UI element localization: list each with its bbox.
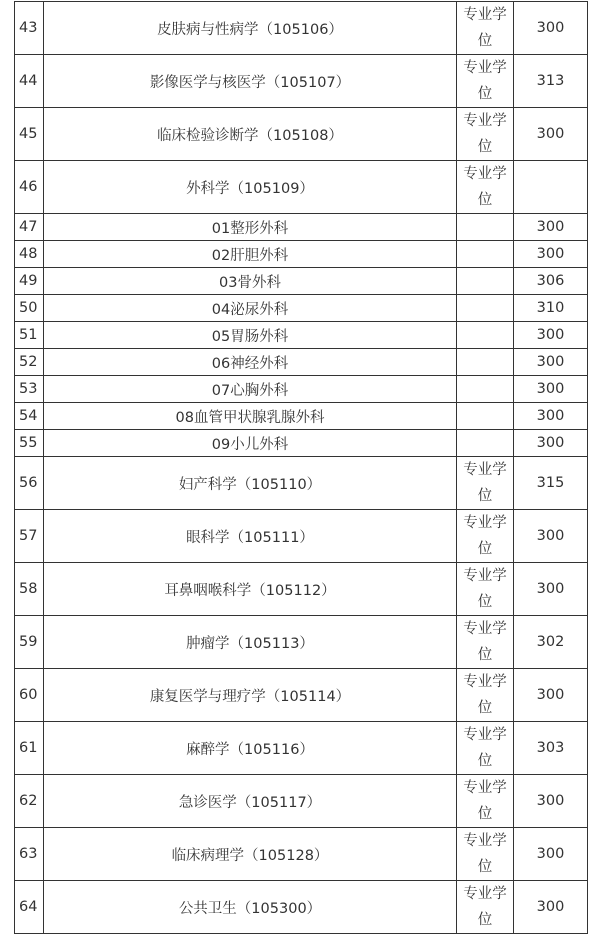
major-name: 麻醉学（105116） [44,722,457,775]
degree-type-line2: 位 [477,912,493,928]
row-index: 55 [15,430,44,457]
degree-type [457,828,514,881]
degree-type [457,403,514,430]
score-value: 300 [514,430,588,457]
score-value: 300 [514,881,588,934]
table-row [15,403,588,430]
degree-type-line1: 专业学 [463,60,507,76]
table-row [15,881,588,934]
degree-type-line2: 位 [477,753,493,769]
major-name: 06神经外科 [44,349,457,376]
major-name: 耳鼻咽喉科学（105112） [44,563,457,616]
degree-type [457,349,514,376]
table-row [15,616,588,669]
degree-type [457,722,514,775]
row-index: 46 [15,161,44,214]
degree-type [457,510,514,563]
degree-type-line2: 位 [477,139,493,155]
major-name: 04泌尿外科 [44,295,457,322]
table-row [15,214,588,241]
row-index: 49 [15,268,44,295]
score-value: 300 [514,403,588,430]
row-index: 54 [15,403,44,430]
row-index: 56 [15,457,44,510]
score-value: 302 [514,616,588,669]
major-name: 02肝胆外科 [44,241,457,268]
table-row [15,563,588,616]
table-row [15,457,588,510]
row-index: 60 [15,669,44,722]
major-name: 08血管甲状腺乳腺外科 [44,403,457,430]
degree-type-line2: 位 [477,700,493,716]
row-index: 52 [15,349,44,376]
major-name: 皮肤病与性病学（105106） [44,2,457,55]
major-name: 急诊医学（105117） [44,775,457,828]
degree-type-line2: 位 [477,488,493,504]
table-row [15,2,588,55]
degree-type-line1: 专业学 [463,621,507,637]
degree-type [457,563,514,616]
table-row [15,55,588,108]
score-value: 315 [514,457,588,510]
degree-type-line1: 专业学 [463,886,507,902]
degree-type [457,2,514,55]
table-body [15,2,588,934]
score-value: 300 [514,214,588,241]
score-value: 303 [514,722,588,775]
row-index: 53 [15,376,44,403]
degree-type-line1: 专业学 [463,674,507,690]
score-value: 300 [514,376,588,403]
row-index: 45 [15,108,44,161]
major-name: 眼科学（105111） [44,510,457,563]
degree-type-line1: 专业学 [463,780,507,796]
degree-type [457,616,514,669]
score-value: 300 [514,775,588,828]
degree-type [457,55,514,108]
major-name: 影像医学与核医学（105107） [44,55,457,108]
row-index: 44 [15,55,44,108]
degree-type-line2: 位 [477,86,493,102]
table-row [15,669,588,722]
degree-type-line2: 位 [477,541,493,557]
row-index: 48 [15,241,44,268]
score-table [14,1,588,934]
major-name: 外科学（105109） [44,161,457,214]
row-index: 47 [15,214,44,241]
score-value: 300 [514,322,588,349]
degree-type-line1: 专业学 [463,166,507,182]
row-index: 63 [15,828,44,881]
degree-type [457,457,514,510]
degree-type-line2: 位 [477,192,493,208]
row-index: 57 [15,510,44,563]
degree-type-line1: 专业学 [463,462,507,478]
major-name: 05胃肠外科 [44,322,457,349]
score-value: 313 [514,55,588,108]
major-name: 临床检验诊断学（105108） [44,108,457,161]
major-name: 康复医学与理疗学（105114） [44,669,457,722]
major-name: 07心胸外科 [44,376,457,403]
score-value: 300 [514,2,588,55]
table-row [15,510,588,563]
table-row [15,322,588,349]
score-value: 300 [514,108,588,161]
degree-type [457,881,514,934]
row-index: 64 [15,881,44,934]
table-row [15,161,588,214]
table-row [15,722,588,775]
degree-type-line2: 位 [477,33,493,49]
major-name: 09小儿外科 [44,430,457,457]
row-index: 59 [15,616,44,669]
row-index: 58 [15,563,44,616]
degree-type-line2: 位 [477,806,493,822]
score-value: 300 [514,828,588,881]
table-row [15,828,588,881]
table-row [15,349,588,376]
row-index: 51 [15,322,44,349]
degree-type [457,295,514,322]
degree-type [457,268,514,295]
degree-type [457,161,514,214]
table-row [15,241,588,268]
row-index: 62 [15,775,44,828]
degree-type [457,430,514,457]
major-name: 临床病理学（105128） [44,828,457,881]
score-value: 300 [514,669,588,722]
degree-type-line1: 专业学 [463,833,507,849]
degree-type-line1: 专业学 [463,727,507,743]
score-value: 310 [514,295,588,322]
degree-type-line1: 专业学 [463,113,507,129]
table-row [15,430,588,457]
major-name: 01整形外科 [44,214,457,241]
major-name: 公共卫生（105300） [44,881,457,934]
degree-type [457,108,514,161]
major-name: 肿瘤学（105113） [44,616,457,669]
degree-type [457,214,514,241]
degree-type [457,322,514,349]
degree-type [457,241,514,268]
degree-type-line2: 位 [477,647,493,663]
degree-type-line1: 专业学 [463,568,507,584]
score-value [514,161,588,214]
score-value: 300 [514,563,588,616]
major-name: 妇产科学（105110） [44,457,457,510]
degree-type [457,775,514,828]
table-row [15,295,588,322]
table-row [15,268,588,295]
major-name: 03骨外科 [44,268,457,295]
table-row [15,376,588,403]
score-value: 306 [514,268,588,295]
row-index: 43 [15,2,44,55]
score-value: 300 [514,349,588,376]
degree-type-line2: 位 [477,859,493,875]
degree-type-line2: 位 [477,594,493,610]
degree-type-line1: 专业学 [463,515,507,531]
table-row [15,108,588,161]
table-row [15,775,588,828]
score-table-container [14,1,587,934]
score-value: 300 [514,510,588,563]
degree-type [457,376,514,403]
degree-type-line1: 专业学 [463,7,507,23]
score-value: 300 [514,241,588,268]
degree-type [457,669,514,722]
row-index: 50 [15,295,44,322]
row-index: 61 [15,722,44,775]
